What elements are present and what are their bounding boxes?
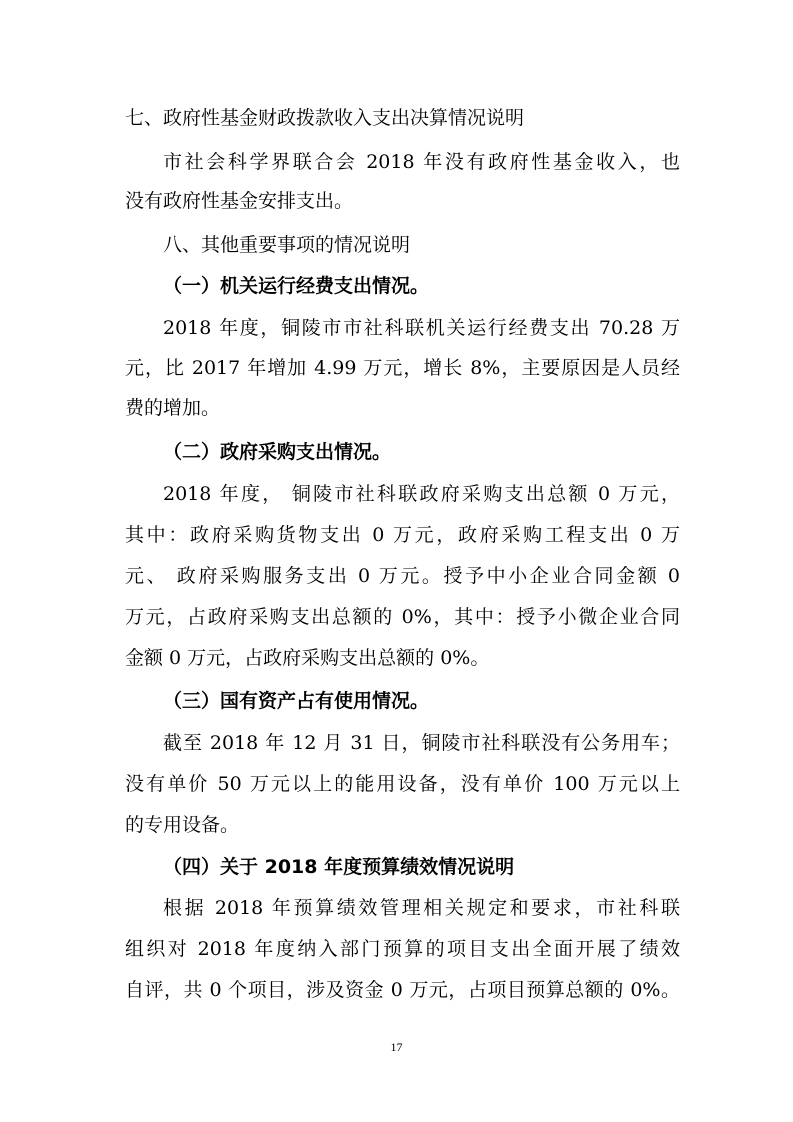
paragraph-line: 的专用设备。: [125, 814, 240, 836]
paragraph-line: 没有政府性基金安排支出。: [125, 190, 354, 212]
paragraph-line: 根据 2018 年预算绩效管理相关规定和要求，市社科联: [163, 897, 680, 919]
paragraph-line: 组织对 2018 年度纳入部门预算的项目支出全面开展了绩效: [125, 938, 680, 960]
paragraph-line: 没有单价 50 万元以上的能用设备，没有单价 100 万元以上: [125, 773, 680, 795]
paragraph-line: 2018 年度， 铜陵市社科联政府采购支出总额 0 万元，: [163, 483, 680, 505]
paragraph-line: 其中：政府采购货物支出 0 万元，政府采购工程支出 0 万: [125, 524, 680, 546]
subsection-1-heading: （一）机关运行经费支出情况。: [163, 275, 430, 297]
paragraph-line: 金额 0 万元，占政府采购支出总额的 0%。: [125, 647, 490, 669]
paragraph-line: 元，比 2017 年增加 4.99 万元，增长 8%，主要原因是人员经: [125, 357, 680, 379]
section-7-heading: 七、政府性基金财政拨款收入支出决算情况说明: [125, 107, 525, 129]
paragraph-line: 自评，共 0 个项目，涉及资金 0 万元，占项目预算总额的 0%。: [125, 979, 680, 1001]
paragraph-line: 费的增加。: [125, 397, 221, 419]
paragraph-line: 元、 政府采购服务支出 0 万元。授予中小企业合同金额 0: [125, 565, 680, 587]
subsection-4-heading: （四）关于 2018 年度预算绩效情况说明: [163, 856, 515, 878]
paragraph-line: 截至 2018 年 12 月 31 日，铜陵市社科联没有公务用车；: [163, 732, 680, 754]
paragraph-line: 2018 年度，铜陵市市社科联机关运行经费支出 70.28 万: [163, 317, 680, 339]
subsection-2-heading: （二）政府采购支出情况。: [163, 441, 392, 463]
paragraph-line: 万元，占政府采购支出总额的 0%，其中：授予小微企业合同: [125, 606, 680, 628]
section-8-heading: 八、其他重要事项的情况说明: [163, 234, 411, 256]
page-number: 17: [390, 1040, 403, 1054]
subsection-3-heading: （三）国有资产占有使用情况。: [163, 690, 430, 712]
paragraph-line: 市社会科学界联合会 2018 年没有政府性基金收入，也: [163, 151, 680, 173]
